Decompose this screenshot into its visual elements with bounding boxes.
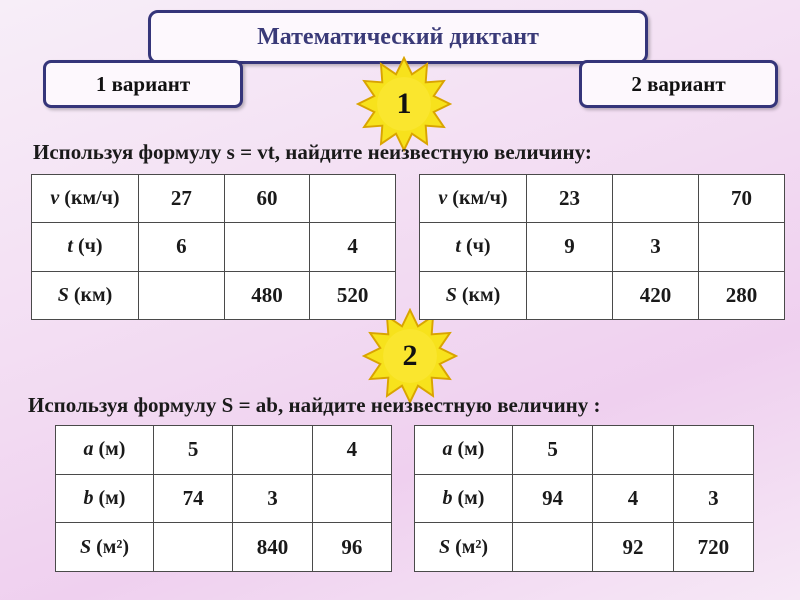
table-variant1-area <box>55 425 392 572</box>
variant-2-label <box>579 60 778 108</box>
table-cell: 3 <box>613 223 699 271</box>
table-row <box>32 271 396 319</box>
table-cell <box>527 271 613 319</box>
table-cell: 280 <box>699 271 785 319</box>
table-cell: 3 <box>673 474 753 523</box>
table-cell: 92 <box>593 523 673 572</box>
variant-1-text: 1 вариант <box>95 71 191 96</box>
instruction-2: Используя формулу S = ab, найдите неизвестную величину : <box>28 393 601 417</box>
table-row <box>415 426 754 475</box>
sun-number-2: 2 <box>402 339 418 372</box>
table-cell: 420 <box>613 271 699 319</box>
table-row <box>415 474 754 523</box>
row-label: t (ч) <box>32 223 139 271</box>
table-cell: 4 <box>310 223 396 271</box>
instruction-1: Используя формулу s = vt, найдите неизвестную величину: <box>33 140 592 164</box>
row-label: b (м) <box>56 474 154 523</box>
table-variant2-area <box>414 425 754 572</box>
table-cell: 5 <box>154 426 233 475</box>
table-row <box>420 175 785 223</box>
table-row <box>32 175 396 223</box>
table-cell: 6 <box>139 223 225 271</box>
table-cell: 23 <box>527 175 613 223</box>
table-row <box>415 523 754 572</box>
row-label: S (км) <box>32 271 139 319</box>
table-cell <box>312 474 391 523</box>
table-cell <box>233 426 312 475</box>
row-label: S (км) <box>420 271 527 319</box>
table-cell: 94 <box>513 474 593 523</box>
table-cell <box>673 426 753 475</box>
table-row <box>420 271 785 319</box>
sun-badge-2 <box>362 308 458 404</box>
row-label: b (м) <box>415 474 513 523</box>
table-cell <box>699 223 785 271</box>
sun-badge-1 <box>356 56 452 152</box>
table-cell: 9 <box>527 223 613 271</box>
table-cell <box>593 426 673 475</box>
sun-number-1: 1 <box>396 87 412 120</box>
table-cell: 5 <box>513 426 593 475</box>
table-cell: 60 <box>224 175 310 223</box>
table-cell: 3 <box>233 474 312 523</box>
table-row <box>56 474 392 523</box>
page-title: Математический диктант <box>257 23 539 50</box>
row-label: a (м) <box>415 426 513 475</box>
table-cell <box>224 223 310 271</box>
table-cell <box>310 175 396 223</box>
table-cell <box>613 175 699 223</box>
table-cell: 520 <box>310 271 396 319</box>
variant-2-text: 2 вариант <box>631 71 726 96</box>
table-variant2-speed <box>419 174 785 320</box>
row-label: S (м²) <box>415 523 513 572</box>
table-row <box>420 223 785 271</box>
table-cell: 720 <box>673 523 753 572</box>
table-cell: 96 <box>312 523 391 572</box>
table-cell: 4 <box>593 474 673 523</box>
table-cell: 840 <box>233 523 312 572</box>
table-cell <box>513 523 593 572</box>
table-cell: 27 <box>139 175 225 223</box>
table-cell: 74 <box>154 474 233 523</box>
row-label: v (км/ч) <box>420 175 527 223</box>
row-label: a (м) <box>56 426 154 475</box>
table-row <box>56 426 392 475</box>
table-cell <box>139 271 225 319</box>
row-label: t (ч) <box>420 223 527 271</box>
table-cell: 70 <box>699 175 785 223</box>
table-cell: 4 <box>312 426 391 475</box>
table-cell: 480 <box>224 271 310 319</box>
table-variant1-speed <box>31 174 396 320</box>
row-label: S (м²) <box>56 523 154 572</box>
table-cell <box>154 523 233 572</box>
table-row <box>32 223 396 271</box>
variant-1-label <box>43 60 243 108</box>
row-label: v (км/ч) <box>32 175 139 223</box>
table-row <box>56 523 392 572</box>
